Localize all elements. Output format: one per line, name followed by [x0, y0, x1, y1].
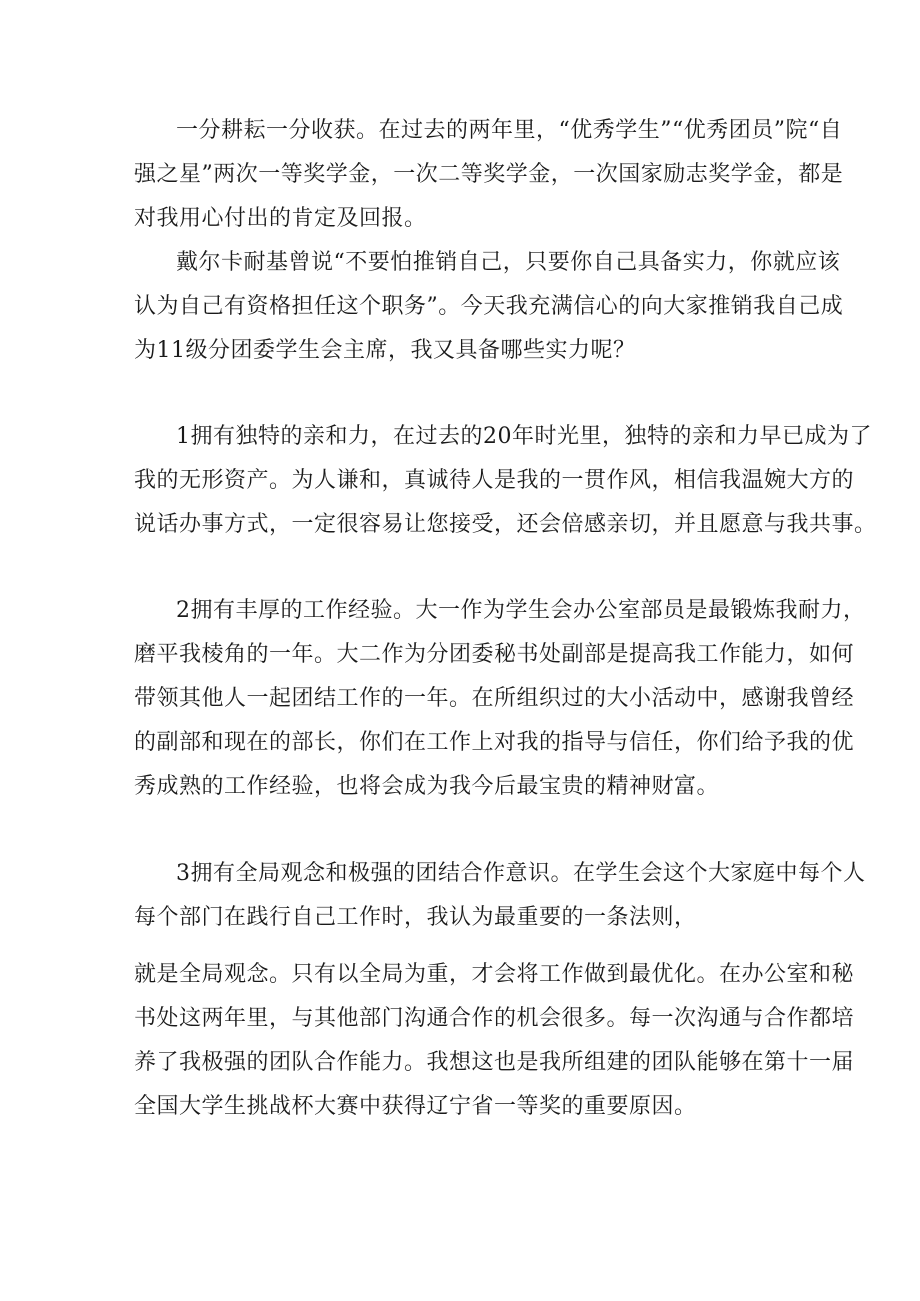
text-line: 书处这两年里，与其他部门沟通合作的机会很多。每一次沟通与合作都培: [134, 1006, 855, 1031]
text-line: 戴尔卡耐基曾说“不要怕推销自己，只要你自己具备实力，你就应该: [176, 250, 841, 275]
text-line: 2拥有丰厚的工作经验。大一作为学生会办公室部员是最锻炼我耐力，: [176, 598, 866, 623]
text-line: 强之星”两次一等奖学金，一次二等奖学金，一次国家励志奖学金，都是: [134, 162, 844, 187]
paragraph-carnegie-quote: [134, 241, 844, 373]
paragraph-scholarships: [134, 109, 844, 241]
text-line: 说话办事方式，一定很容易让您接受，还会倍感亲切，并且愿意与我共事。: [134, 512, 877, 537]
paragraph-point-1: [134, 415, 877, 547]
text-line: 我的无形资产。为人谦和，真诚待人是我的一贯作风，相信我温婉大方的: [134, 468, 855, 493]
text-line: 3拥有全局观念和极强的团结合作意识。在学生会这个大家庭中每个人: [176, 861, 866, 886]
text-line: 对我用心付出的肯定及回报。: [134, 206, 427, 231]
paragraph-point-3: [134, 852, 866, 940]
text-line: 一分耕耘一分收获。在过去的两年里，“优秀学生”“优秀团员”院“自: [176, 118, 843, 143]
text-line: 就是全局观念。只有以全局为重，才会将工作做到最优化。在办公室和秘: [134, 962, 855, 987]
text-line: 为11级分团委学生会主席，我又具备哪些实力呢？: [134, 338, 636, 363]
text-line: 磨平我棱角的一年。大二作为分团委秘书处副部是提高我工作能力，如何: [134, 642, 855, 667]
text-line: 带领其他人一起团结工作的一年。在所组织过的大小活动中，感谢我曾经: [134, 686, 855, 711]
text-line: 每个部门在践行自己工作时，我认为最重要的一条法则，: [134, 905, 697, 930]
text-line: 1拥有独特的亲和力，在过去的20年时光里，独特的亲和力早已成为了: [176, 424, 872, 449]
text-line: 秀成熟的工作经验，也将会成为我今后最宝贵的精神财富。: [134, 774, 720, 799]
paragraph-point-2: [134, 589, 866, 809]
text-line: 养了我极强的团队合作能力。我想这也是我所组建的团队能够在第十一届: [134, 1050, 855, 1075]
paragraph-point-3-continued: [134, 953, 855, 1129]
text-line: 全国大学生挑战杯大赛中获得辽宁省一等奖的重要原因。: [134, 1094, 697, 1119]
text-line: 认为自己有资格担任这个职务”。今天我充满信心的向大家推销我自己成: [134, 294, 844, 319]
text-line: 的副部和现在的部长，你们在工作上对我的指导与信任，你们给予我的优: [134, 730, 855, 755]
